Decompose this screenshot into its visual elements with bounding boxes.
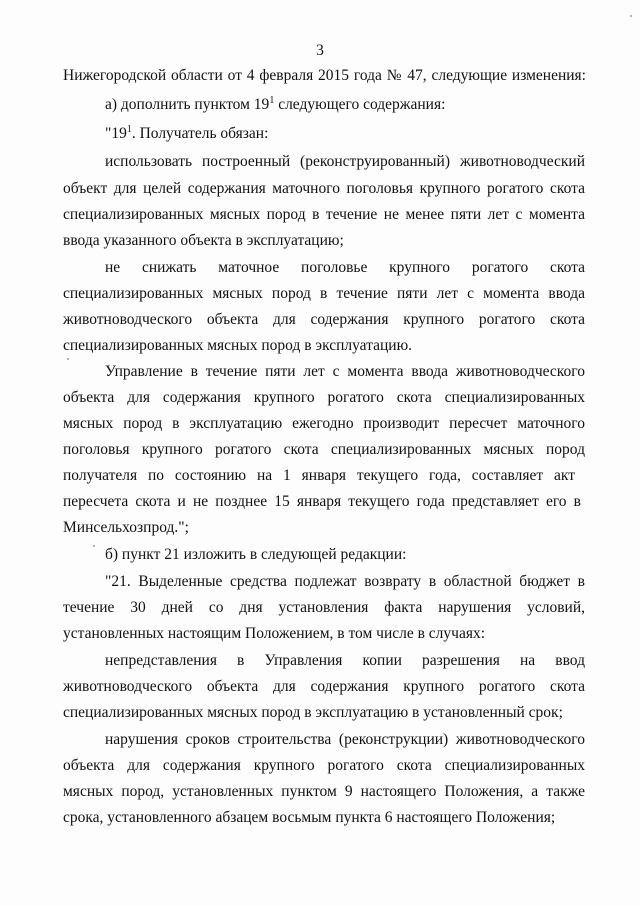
text-line-l12 — [105, 362, 585, 382]
line-text: мясных пород, установленных пунктом 9 настоящего Положения, а также — [63, 783, 585, 800]
text-line-l10 — [63, 310, 585, 330]
text-line-l09 — [63, 284, 585, 304]
line-text: получателя по состоянию на 1 января текущего года, составляет акт — [63, 467, 575, 484]
text-line-l04 — [105, 152, 585, 172]
text-line-l03 — [105, 124, 268, 144]
line-text: непредставления в Управления копии разрешения на ввод — [105, 652, 585, 669]
line-text: ввода указанного объекта в эксплуатацию; — [63, 232, 344, 249]
line-text: специализированных мясных пород в эксплуатацию в установленный срок; — [63, 704, 563, 721]
line-text: поголовья крупного рогатого скота специализированных мясных пород — [63, 441, 585, 458]
scan-speck — [67, 358, 69, 360]
line-text: специализированных мясных пород в течение пяти лет с момента ввода — [63, 285, 585, 302]
text-line-l22 — [63, 624, 485, 644]
line-text: пересчета скота и не позднее 15 января текущего года представляет его в — [63, 493, 581, 510]
line-text: "21. Выделенные средства подлежат возврату в областной бюджет в — [105, 573, 585, 590]
text-line-l21 — [63, 598, 585, 618]
text-line-l07 — [63, 231, 344, 251]
scan-speck — [93, 545, 95, 547]
line-text: специализированных мясных пород в эксплуатацию. — [63, 337, 413, 354]
line-text: использовать построенный (реконструированный) животноводческий — [105, 153, 585, 170]
text-line-l18 — [63, 518, 189, 538]
line-text: мясных пород в эксплуатацию ежегодно производит пересчет маточного — [63, 415, 585, 432]
text-line-l20 — [105, 572, 585, 592]
text-line-l23 — [105, 651, 585, 671]
text-line-l26 — [105, 730, 585, 750]
text-line-l02 — [105, 95, 445, 115]
text-line-l17 — [63, 492, 581, 512]
text-line-l28 — [63, 782, 585, 802]
line-text-continued: следующего содержания: — [274, 96, 446, 113]
line-text: б) пункт 21 изложить в следующей редакции: — [105, 546, 407, 563]
superscript: 1 — [269, 94, 275, 106]
text-line-l13 — [63, 388, 585, 408]
text-line-l15 — [63, 440, 585, 460]
line-text: объект для целей содержания маточного поголовья крупного рогатого скота — [63, 180, 585, 197]
page-number: 3 — [316, 42, 324, 59]
text-line-l29 — [63, 808, 555, 828]
line-text: а) дополнить пунктом 19 — [105, 96, 270, 113]
line-text: объекта для содержания крупного рогатого скота специализированных — [63, 389, 585, 406]
text-line-l06 — [63, 205, 585, 225]
line-text: Минсельхозпрод."; — [63, 519, 189, 536]
line-text: специализированных мясных пород в течение не менее пяти лет с момента — [63, 206, 585, 223]
line-text: животноводческого объекта для содержания крупного рогатого скота — [63, 311, 585, 328]
text-line-l08 — [105, 258, 585, 278]
line-text: животноводческого объекта для содержания крупного рогатого скота — [63, 678, 585, 695]
text-line-l05 — [63, 179, 585, 199]
line-text-continued: . Получатель обязан: — [131, 125, 269, 142]
scan-speck — [630, 15, 632, 17]
line-text: установленных настоящим Положением, в том числе в случаях: — [63, 625, 486, 642]
text-line-l25 — [63, 703, 563, 723]
text-line-l11 — [63, 336, 412, 356]
text-line-l14 — [63, 414, 585, 434]
line-text: объекта для содержания крупного рогатого скота специализированных — [63, 757, 585, 774]
line-text: не снижать маточное поголовье крупного рогатого скота — [105, 259, 585, 276]
line-text: "19 — [105, 125, 127, 142]
line-text: срока, установленного абзацем восьмым пункта 6 настоящего Положения; — [63, 809, 556, 826]
text-line-l24 — [63, 677, 585, 697]
line-text: Нижегородской области от 4 февраля 2015 года № 47, следующие изменения: — [63, 67, 586, 84]
text-line-l01 — [63, 66, 586, 86]
line-text: течение 30 дней со дня установления факта нарушения условий, — [63, 599, 585, 616]
text-line-l27 — [63, 756, 585, 776]
line-text: Управление в течение пяти лет с момента ввода животноводческого — [105, 363, 585, 380]
line-text: нарушения сроков строительства (реконструкции) животноводческого — [105, 731, 585, 748]
superscript: 1 — [126, 123, 132, 135]
text-line-l19 — [105, 545, 406, 565]
text-line-l16 — [63, 466, 575, 486]
